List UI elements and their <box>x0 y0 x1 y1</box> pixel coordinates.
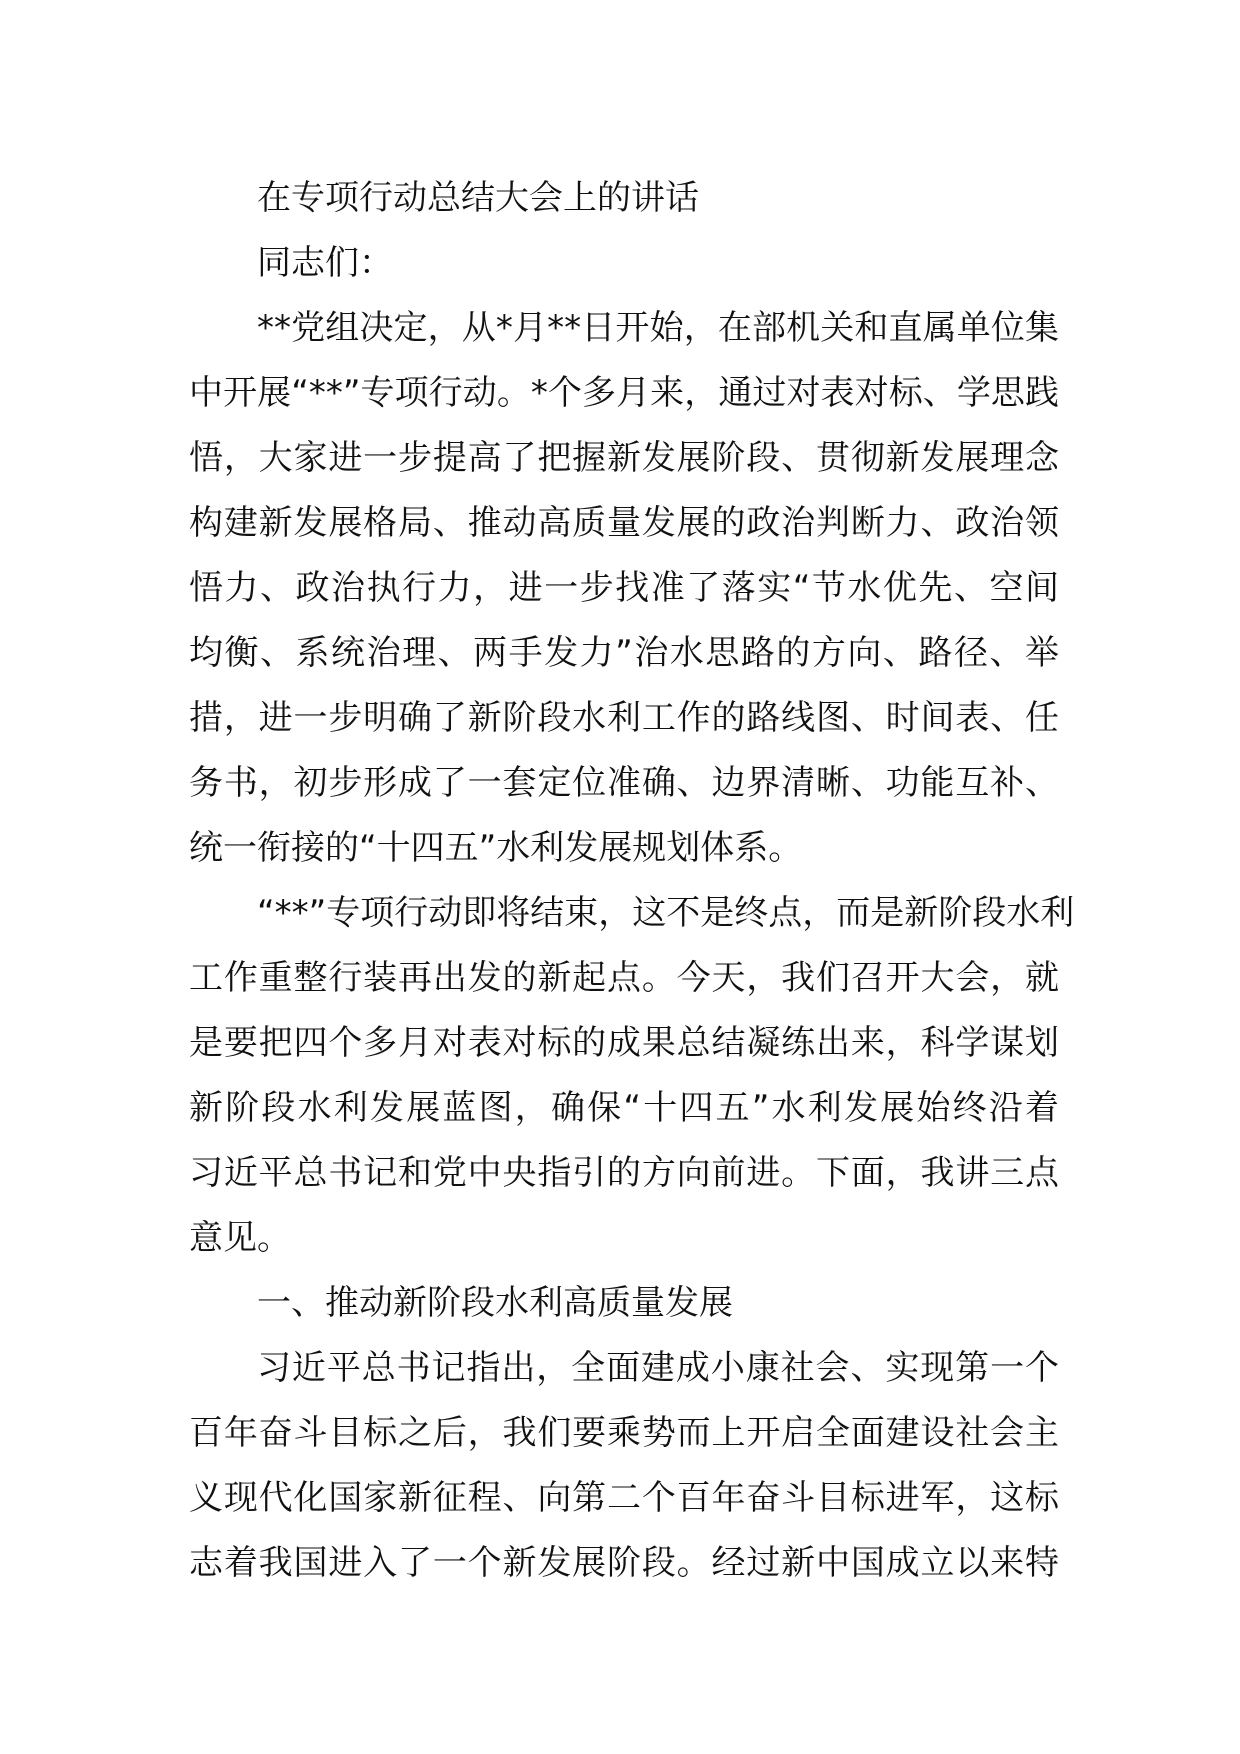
paragraph-line: 统一衔接的“十四五”水利发展规划体系。 <box>189 828 803 868</box>
section-heading: 一、推动新阶段水利高质量发展 <box>257 1283 733 1323</box>
paragraph-line: 悟，大家进一步提高了把握新发展阶段、贯彻新发展理念 <box>189 438 1059 478</box>
paragraph-line: 构建新发展格局、推动高质量发展的政治判断力、政治领 <box>189 503 1059 543</box>
paragraph-line: 义现代化国家新征程、向第二个百年奋斗目标进军，这标 <box>189 1478 1059 1518</box>
paragraph-line: 意见。 <box>189 1218 291 1258</box>
salutation: 同志们： <box>257 243 393 283</box>
paragraph-line: 中开展“**”专项行动。*个多月来，通过对表对标、学思践 <box>189 373 1059 413</box>
document-title: 在专项行动总结大会上的讲话 <box>257 178 699 218</box>
paragraph-line: 是要把四个多月对表对标的成果总结凝练出来，科学谋划 <box>189 1023 1059 1063</box>
paragraph-line: “**”专项行动即将结束，这不是终点，而是新阶段水利 <box>257 893 1075 933</box>
paragraph-1 <box>189 296 1059 881</box>
paragraph-line: 习近平总书记指出，全面建成小康社会、实现第一个 <box>257 1348 1059 1388</box>
document-body <box>189 166 1075 1596</box>
paragraph-line: **党组决定，从*月**日开始，在部机关和直属单位集 <box>257 308 1059 348</box>
paragraph-line: 新阶段水利发展蓝图，确保“十四五”水利发展始终沿着 <box>189 1088 1059 1128</box>
paragraph-line: 措，进一步明确了新阶段水利工作的路线图、时间表、任 <box>189 698 1059 738</box>
paragraph-line: 工作重整行装再出发的新起点。今天，我们召开大会，就 <box>189 958 1059 998</box>
paragraph-line: 百年奋斗目标之后，我们要乘势而上开启全面建设社会主 <box>189 1413 1059 1453</box>
paragraph-line: 悟力、政治执行力，进一步找准了落实“节水优先、空间 <box>189 568 1059 608</box>
paragraph-line: 志着我国进入了一个新发展阶段。经过新中国成立以来特 <box>189 1543 1059 1583</box>
paragraph-line: 习近平总书记和党中央指引的方向前进。下面，我讲三点 <box>189 1153 1059 1193</box>
section-paragraph <box>189 1336 1059 1596</box>
paragraph-2 <box>189 881 1075 1271</box>
paragraph-line: 均衡、系统治理、两手发力”治水思路的方向、路径、举 <box>189 633 1059 673</box>
paragraph-line: 务书，初步形成了一套定位准确、边界清晰、功能互补、 <box>189 763 1059 803</box>
